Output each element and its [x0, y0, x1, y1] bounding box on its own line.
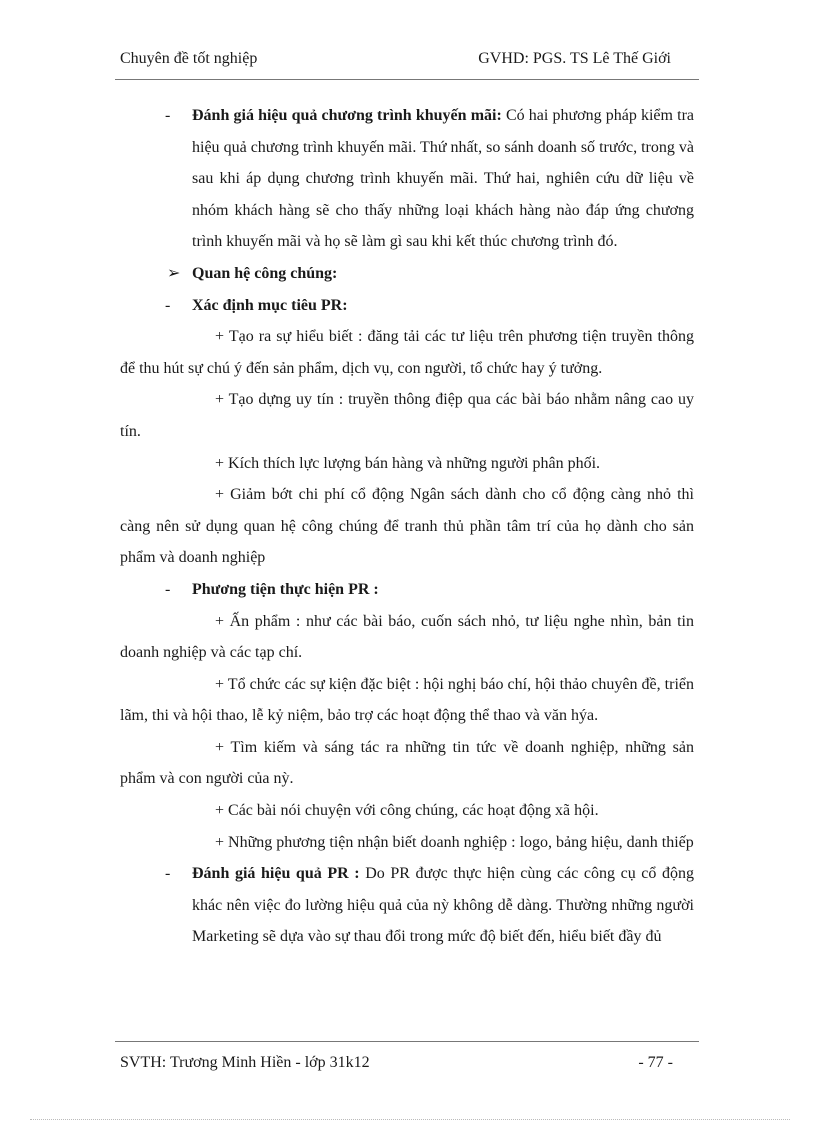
pr-tool-item: + Những phương tiện nhận biết doanh nghiệp : logo, bảng hiệu, danh thiếp [215, 833, 694, 851]
pr-evaluation-text: Do PR được thực hiện cùng các công cụ cổ động khác nên việc đo lường hiệu quả của nỳ không dễ dàng. Thường những người Marketing sẽ dựa vào sự thau đổi trong mức độ biết đến, hiểu biết đầy đủ [192, 865, 695, 946]
dash-marker: - [165, 865, 171, 883]
paragraph-promotion-evaluation [120, 100, 694, 258]
pr-goal-item: + Giảm bớt chi phí cổ động Ngân sách dành cho cổ động càng nhỏ thì càng nên sử dụng quan hệ công chúng để tranh thủ phần tâm trí của họ dành cho sản phẩm và doanh nghiệp [120, 486, 694, 567]
header-right: GVHD: PGS. TS Lê Thế Giới [478, 50, 671, 67]
pr-evaluation-heading: Đánh giá hiệu quả PR : [192, 865, 360, 883]
dash-marker: - [165, 107, 171, 124]
footer-left: SVTH: Trương Minh Hiền - lớp 31k12 [120, 1054, 370, 1071]
pr-goals-title: Xác định mục tiêu PR: [192, 296, 348, 314]
dash-marker: - [165, 580, 171, 598]
dash-marker: - [165, 296, 171, 314]
pr-goal-item: + Tạo ra sự hiểu biết : đăng tải các tư liệu trên phương tiện truyền thông để thu hút sự chú ý đến sản phẩm, dịch vụ, con người, tổ chức hay ý tưởng. [120, 328, 694, 377]
page-bottom-border [30, 1119, 790, 1120]
paragraph-pr-evaluation [120, 858, 694, 953]
page-number: - 77 - [638, 1054, 673, 1071]
pr-tools-title: Phương tiện thực hiện PR : [192, 580, 379, 598]
pr-tools-heading [120, 574, 694, 606]
pr-tool-item: + Tổ chức các sự kiện đặc biệt : hội nghị báo chí, hội thảo chuyên đề, triển lãm, thi và hội thao, lễ kỷ niệm, bảo trợ các hoạt động thể thao và văn hýa. [120, 675, 694, 725]
page-body [120, 100, 694, 953]
pr-goal-item: + Kích thích lực lượng bán hàng và những người phân phối. [215, 454, 601, 472]
pr-tool-item: + Tìm kiếm và sáng tác ra những tin tức về doanh nghiệp, những sản phẩm và con người của nỳ. [120, 738, 694, 788]
section-heading-public-relations [120, 258, 694, 290]
pr-tool-item: + Các bài nói chuyện với công chúng, các hoạt động xã hội. [215, 802, 599, 820]
header-divider [115, 79, 699, 80]
pr-tool-item: + Ấn phẩm : như các bài báo, cuốn sách nhỏ, tư liệu nghe nhìn, bản tin doanh nghiệp và các tạp chí. [120, 612, 694, 662]
header-left: Chuyên đề tốt nghiệp [120, 50, 258, 67]
promotion-evaluation-heading: Đánh giá hiệu quả chương trình khuyến mãi: [192, 107, 502, 124]
section-title: Quan hệ công chúng: [192, 264, 338, 282]
footer-divider [115, 1041, 699, 1042]
promotion-evaluation-text: Có hai phương pháp kiểm tra hiệu quả chương trình khuyến mãi. Thứ nhất, so sánh doanh số trước, trong và sau khi áp dụng chương trình khuyến mãi. Thứ hai, nghiên cứu dữ liệu về nhóm khách hàng sẽ cho thấy những loại khách hàng nào đáp ứng chương trình khuyến mãi và họ sẽ làm gì sau khi kết thúc chương trình đó. [192, 107, 694, 251]
pr-goals-heading [120, 290, 694, 322]
pr-goal-item: + Tạo dựng uy tín : truyền thông điệp qua các bài báo nhằm nâng cao uy tín. [120, 391, 694, 440]
arrow-bullet-icon: ➢ [167, 264, 181, 282]
